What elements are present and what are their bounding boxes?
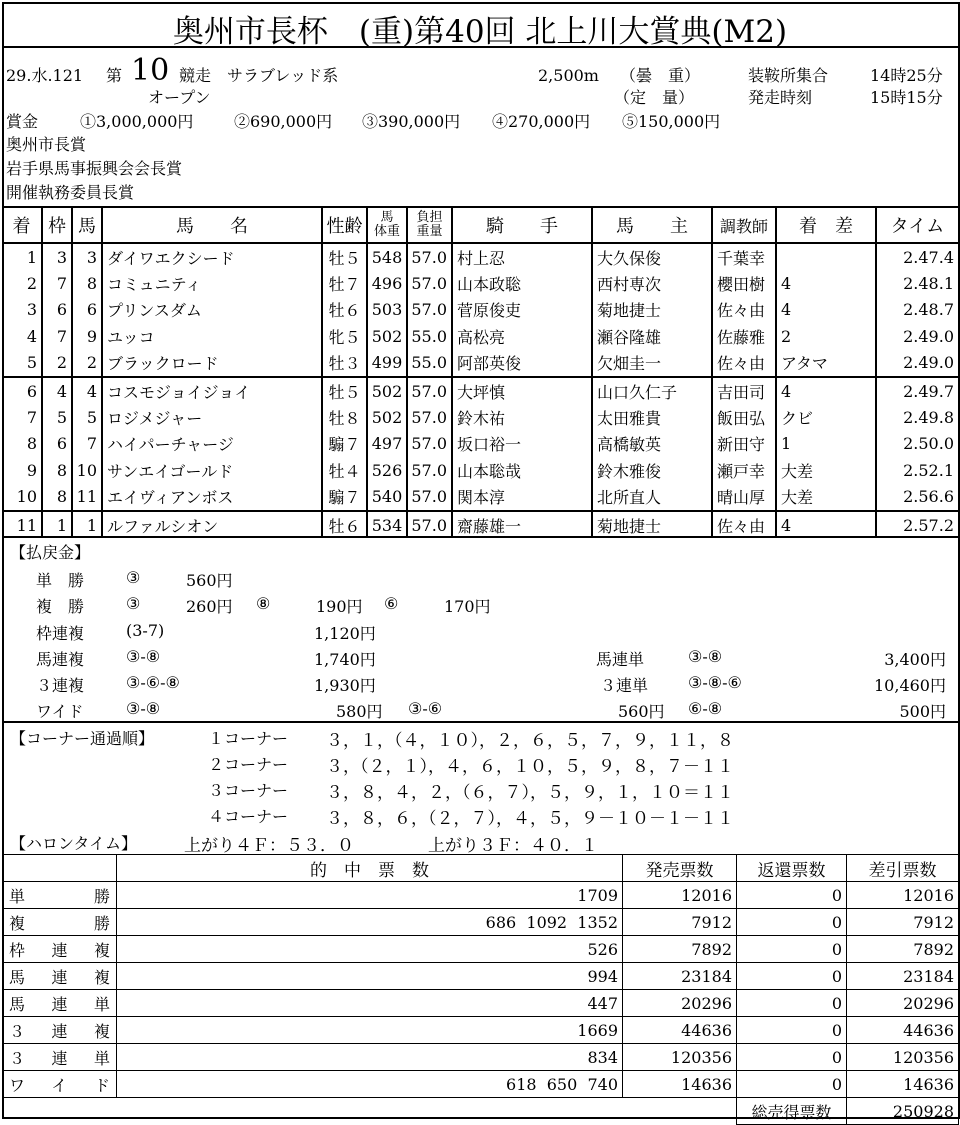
votes-hit: 526	[117, 936, 623, 963]
result-horse-name: プリンスダム	[102, 297, 322, 323]
votes-sold: 44636	[623, 1017, 737, 1044]
result-owner: 瀬谷隆雄	[592, 323, 712, 349]
sanrentan-payout: 10,460円	[874, 676, 946, 695]
divider	[2, 536, 958, 538]
total-spacer	[3, 1098, 737, 1125]
result-horse-name: サンエイゴールド	[102, 457, 322, 483]
votes-sold: 7912	[623, 909, 737, 936]
result-sex-age: 牡６	[322, 297, 367, 323]
tansho-payout: 560円	[186, 571, 233, 590]
sanrenpuku-combo: ③-⑥-⑧	[126, 673, 180, 692]
result-margin: 1	[776, 431, 876, 457]
result-horse-name: ハイパーチャージ	[102, 431, 322, 457]
result-burden: 57.0	[407, 431, 452, 457]
result-frame: 8	[42, 484, 72, 511]
result-body-weight: 502	[367, 404, 407, 430]
result-time: 2.49.8	[876, 404, 958, 430]
result-burden: 57.0	[407, 377, 452, 404]
result-margin: 4	[776, 270, 876, 296]
result-row	[2, 431, 958, 457]
result-horse-no: 5	[72, 404, 102, 430]
result-time: 2.49.7	[876, 377, 958, 404]
result-body-weight: 540	[367, 484, 407, 511]
post-time-label: 発走時刻	[748, 88, 813, 107]
sanrenpuku-payout: 1,930円	[314, 676, 376, 695]
result-time: 2.47.4	[876, 243, 958, 270]
result-time: 2.49.0	[876, 350, 958, 377]
result-jockey: 山本政聡	[452, 270, 592, 296]
result-rank: 10	[16, 487, 37, 507]
result-horse-no: 11	[72, 484, 102, 511]
result-rank: 4	[26, 326, 37, 346]
result-sex-age: 牡５	[322, 377, 367, 404]
votes-sold: 7892	[623, 936, 737, 963]
result-horse-name: ユッコ	[102, 323, 322, 349]
result-horse-no: 7	[72, 431, 102, 457]
award-1: 奥州市長賞	[6, 135, 87, 154]
votes-refund: 0	[737, 882, 847, 909]
result-frame: 5	[42, 404, 72, 430]
votes-sold: 14636	[623, 1071, 737, 1098]
result-burden: 55.0	[407, 323, 452, 349]
result-jockey: 大坪慎	[452, 377, 592, 404]
wakuren-label: 枠連複	[36, 624, 85, 643]
wide-label: ワイド	[36, 702, 84, 721]
votes-row	[3, 1071, 959, 1098]
votes-row	[3, 882, 959, 909]
result-rank: 1	[26, 247, 37, 267]
result-trainer: 櫻田樹	[712, 270, 776, 296]
result-frame: 6	[42, 431, 72, 457]
result-time: 2.48.1	[876, 270, 958, 296]
votes-sold: 12016	[623, 882, 737, 909]
result-margin: 4	[776, 297, 876, 323]
votes-bet-type: 枠連複	[3, 936, 117, 963]
votes-row	[3, 936, 959, 963]
result-jockey: 高松亮	[452, 323, 592, 349]
col-sold-votes: 発売票数	[623, 855, 737, 882]
votes-bet-type: 馬連複	[3, 963, 117, 990]
result-horse-name: ブラックロード	[102, 350, 322, 377]
umatan-payout: 3,400円	[884, 650, 946, 669]
wakuren-combo: (3-7)	[126, 621, 165, 640]
result-margin: 大差	[776, 484, 876, 511]
result-horse-no: 3	[72, 243, 102, 270]
votes-bet-type: 複勝	[3, 909, 117, 936]
votes-row	[3, 1017, 959, 1044]
result-body-weight: 502	[367, 323, 407, 349]
result-margin: 大差	[776, 457, 876, 483]
corner-4-order: ３，８，６，（２，７），４，５，９－１０－１－１１	[326, 809, 734, 829]
result-frame: 3	[42, 243, 72, 270]
result-rank: 3	[26, 300, 37, 320]
result-frame: 7	[42, 323, 72, 349]
assembly-label: 装鞍所集合	[748, 66, 829, 85]
votes-bet-type: ３連単	[3, 1044, 117, 1071]
col-jockey: 騎 手	[452, 207, 592, 243]
result-frame: 2	[42, 350, 72, 377]
votes-net: 12016	[847, 882, 959, 909]
race-number: 10	[131, 53, 170, 88]
result-owner: 山口久仁子	[592, 377, 712, 404]
result-sex-age: 牝５	[322, 323, 367, 349]
votes-bet-type: 単勝	[3, 882, 117, 909]
result-jockey: 菅原俊吏	[452, 297, 592, 323]
result-horse-name: ロジメジャー	[102, 404, 322, 430]
sanrentan-label: ３連単	[600, 676, 649, 695]
umatan-combo: ③-⑧	[688, 647, 723, 666]
result-rank: 9	[26, 460, 37, 480]
furlong-heading: 【ハロンタイム】	[10, 834, 138, 853]
votes-bet-type: ワイド	[3, 1071, 117, 1098]
sanrentan-combo: ③-⑧-⑥	[688, 673, 742, 692]
wide-combo-2: ③-⑥	[408, 699, 443, 718]
corner-3-order: ３，８，４，２，（６，７），５，９，１，１０＝１１	[326, 783, 734, 803]
result-horse-no: 8	[72, 270, 102, 296]
col-horse-no: 馬	[72, 207, 102, 243]
result-trainer: 新田守	[712, 431, 776, 457]
votes-row	[3, 1044, 959, 1071]
prize-3: ③390,000円	[362, 112, 461, 131]
result-row	[2, 457, 958, 483]
votes-hit: 686 1092 1352	[117, 909, 623, 936]
corner-1-order: ３，１，（４，１０），２，６，５，７，９，１１，８	[326, 731, 734, 751]
result-trainer: 佐々由	[712, 511, 776, 538]
race-suffix: 競走	[179, 66, 212, 85]
votes-net: 14636	[847, 1071, 959, 1098]
col-owner: 馬 主	[592, 207, 712, 243]
fukusho-payout-3: 170円	[444, 597, 491, 616]
result-time: 2.50.0	[876, 431, 958, 457]
result-rank: 6	[2, 377, 42, 404]
result-owner: 鈴木雅俊	[592, 457, 712, 483]
col-time: タイム	[876, 207, 958, 243]
weather-track: （曇 重）	[620, 66, 701, 85]
sanrenpuku-label: ３連複	[36, 676, 85, 695]
breed: サラブレッド系	[227, 66, 339, 85]
distance: 2,500m	[538, 66, 599, 85]
umaren-combo: ③-⑧	[126, 647, 161, 666]
votes-refund: 0	[737, 990, 847, 1017]
votes-refund: 0	[737, 909, 847, 936]
tansho-label: 単 勝	[36, 571, 85, 590]
votes-sold: 120356	[623, 1044, 737, 1071]
result-rank: 5	[26, 353, 37, 373]
result-horse-no: 10	[72, 457, 102, 483]
assembly-time: 14時25分	[870, 66, 943, 85]
total-value: 250928	[847, 1098, 959, 1125]
col-trainer: 調教師	[712, 207, 776, 243]
result-rank: 2	[26, 274, 37, 294]
payout-heading: 【払戻金】	[10, 543, 91, 562]
prize-4: ④270,000円	[492, 112, 591, 131]
result-row	[2, 350, 958, 377]
result-margin: クビ	[776, 404, 876, 430]
result-rank: 7	[26, 408, 37, 428]
tansho-combo: ③	[126, 568, 141, 587]
result-horse-no: 1	[72, 511, 102, 538]
result-owner: 西村専次	[592, 270, 712, 296]
votes-hit: 994	[117, 963, 623, 990]
corner-4-label: ４コーナー	[208, 807, 289, 826]
result-horse-name: コスモジョイジョイ	[102, 377, 322, 404]
result-burden: 57.0	[407, 270, 452, 296]
fukusho-combo-3: ⑥	[384, 594, 399, 613]
result-trainer: 瀬戸幸	[712, 457, 776, 483]
col-margin: 着 差	[776, 207, 876, 243]
votes-row	[3, 963, 959, 990]
result-body-weight: 503	[367, 297, 407, 323]
result-burden: 57.0	[407, 484, 452, 511]
furlong-last-3f: 上がり３Ｆ：４０．１	[428, 836, 598, 856]
result-row	[2, 484, 958, 511]
prize-2: ②690,000円	[234, 112, 333, 131]
votes-hit: 447	[117, 990, 623, 1017]
col-burden: 負担 重量	[407, 207, 452, 243]
result-horse-name: ルファルシオン	[102, 511, 322, 538]
result-owner: 高橋敏英	[592, 431, 712, 457]
fukusho-payout-1: 260円	[186, 597, 233, 616]
result-sex-age: 牡４	[322, 457, 367, 483]
result-jockey: 齋藤雄一	[452, 511, 592, 538]
votes-refund: 0	[737, 1044, 847, 1071]
result-frame: 7	[42, 270, 72, 296]
result-owner: 菊地捷士	[592, 511, 712, 538]
votes-corner-cell	[3, 855, 117, 882]
result-trainer: 飯田弘	[712, 404, 776, 430]
result-burden: 57.0	[407, 404, 452, 430]
result-burden: 55.0	[407, 350, 452, 377]
umaren-label: 馬連複	[36, 650, 85, 669]
votes-refund: 0	[737, 1071, 847, 1098]
race-prefix: 第	[106, 66, 123, 85]
votes-net: 120356	[847, 1044, 959, 1071]
wide-payout-1: 580円	[336, 702, 383, 721]
result-frame: 1	[42, 511, 72, 538]
divider	[2, 721, 958, 723]
wide-payout-3: 500円	[899, 702, 946, 721]
votes-hit: 618 650 740	[117, 1071, 623, 1098]
result-row	[2, 243, 958, 270]
result-margin	[776, 243, 876, 270]
votes-row	[3, 909, 959, 936]
result-jockey: 関本淳	[452, 484, 592, 511]
col-sex-age: 性齢	[322, 207, 367, 243]
result-sex-age: 牡５	[322, 243, 367, 270]
votes-net: 20296	[847, 990, 959, 1017]
total-label: 総売得票数	[737, 1098, 847, 1125]
result-body-weight: 548	[367, 243, 407, 270]
result-horse-no: 9	[72, 323, 102, 349]
fukusho-combo-2: ⑧	[256, 594, 271, 613]
result-jockey: 村上忍	[452, 243, 592, 270]
result-sex-age: 牡３	[322, 350, 367, 377]
prize-1: ①3,000,000円	[80, 112, 194, 131]
result-margin: 2	[776, 323, 876, 349]
post-time: 15時15分	[870, 88, 943, 107]
result-sex-age: 騸７	[322, 431, 367, 457]
result-owner: 大久保俊	[592, 243, 712, 270]
result-row	[2, 404, 958, 430]
result-horse-no: 4	[72, 377, 102, 404]
result-burden: 57.0	[407, 243, 452, 270]
votes-refund: 0	[737, 936, 847, 963]
col-hit-votes: 的 中 票 数	[117, 855, 623, 882]
col-refund-votes: 返還票数	[737, 855, 847, 882]
result-row	[2, 297, 958, 323]
col-net-votes: 差引票数	[847, 855, 959, 882]
wide-combo-3: ⑥-⑧	[688, 699, 723, 718]
corner-heading: 【コーナー通過順】	[10, 729, 155, 748]
result-burden: 57.0	[407, 457, 452, 483]
votes-sold: 20296	[623, 990, 737, 1017]
result-trainer: 佐々由	[712, 297, 776, 323]
award-2: 岩手県馬事振興会会長賞	[6, 159, 183, 178]
col-body-weight: 馬 体重	[367, 207, 407, 243]
result-jockey: 坂口裕一	[452, 431, 592, 457]
wakuren-payout: 1,120円	[314, 624, 376, 643]
divider	[2, 46, 958, 48]
votes-hit: 1709	[117, 882, 623, 909]
result-owner: 北所直人	[592, 484, 712, 511]
result-burden: 57.0	[407, 511, 452, 538]
corner-2-label: ２コーナー	[208, 755, 289, 774]
votes-net: 7912	[847, 909, 959, 936]
result-trainer: 晴山厚	[712, 484, 776, 511]
prize-5: ⑤150,000円	[622, 112, 721, 131]
result-time: 2.57.2	[876, 511, 958, 538]
result-trainer: 吉田司	[712, 377, 776, 404]
umatan-label: 馬連単	[596, 650, 645, 669]
result-trainer: 佐藤雅	[712, 323, 776, 349]
votes-bet-type: ３連複	[3, 1017, 117, 1044]
votes-table	[2, 854, 959, 1125]
result-jockey: 阿部英俊	[452, 350, 592, 377]
votes-net: 44636	[847, 1017, 959, 1044]
fukusho-combo-1: ③	[126, 594, 141, 613]
votes-net: 7892	[847, 936, 959, 963]
result-owner: 太田雅貴	[592, 404, 712, 430]
result-horse-name: エイヴィアンボス	[102, 484, 322, 511]
result-rank: 8	[26, 434, 37, 454]
result-time: 2.52.1	[876, 457, 958, 483]
furlong-last-4f: 上がり４Ｆ：５３．０	[184, 836, 354, 856]
votes-refund: 0	[737, 1017, 847, 1044]
result-time: 2.49.0	[876, 323, 958, 349]
votes-hit: 834	[117, 1044, 623, 1071]
result-row	[2, 323, 958, 349]
result-margin: アタマ	[776, 350, 876, 377]
result-body-weight: 502	[367, 377, 407, 404]
result-rank: 11	[2, 511, 42, 538]
fukusho-payout-2: 190円	[316, 597, 363, 616]
result-trainer: 佐々由	[712, 350, 776, 377]
result-frame: 6	[42, 297, 72, 323]
col-rank: 着	[2, 207, 42, 243]
weight-rule: （定 量）	[614, 88, 695, 107]
prize-label: 賞金	[6, 112, 39, 131]
result-body-weight: 496	[367, 270, 407, 296]
votes-refund: 0	[737, 963, 847, 990]
result-row	[2, 270, 958, 296]
result-body-weight: 526	[367, 457, 407, 483]
result-body-weight: 497	[367, 431, 407, 457]
corner-3-label: ３コーナー	[208, 781, 289, 800]
results-table	[2, 206, 958, 538]
corner-1-label: １コーナー	[208, 729, 289, 748]
result-time: 2.56.6	[876, 484, 958, 511]
result-row	[2, 511, 958, 538]
result-body-weight: 499	[367, 350, 407, 377]
race-class: オープン	[148, 88, 211, 107]
result-jockey: 山本聡哉	[452, 457, 592, 483]
fukusho-label: 複 勝	[36, 597, 85, 616]
result-sex-age: 牡６	[322, 511, 367, 538]
col-horse-name: 馬 名	[102, 207, 322, 243]
wide-payout-2: 560円	[618, 702, 665, 721]
result-burden: 57.0	[407, 297, 452, 323]
votes-row	[3, 990, 959, 1017]
result-sex-age: 牡８	[322, 404, 367, 430]
votes-bet-type: 馬連単	[3, 990, 117, 1017]
umaren-payout: 1,740円	[314, 650, 376, 669]
result-owner: 欠畑圭一	[592, 350, 712, 377]
result-horse-no: 2	[72, 350, 102, 377]
race-date: 29.水.121	[6, 66, 84, 85]
result-jockey: 鈴木祐	[452, 404, 592, 430]
votes-hit: 1669	[117, 1017, 623, 1044]
result-row	[2, 377, 958, 404]
wide-combo-1: ③-⑧	[126, 699, 161, 718]
result-time: 2.48.7	[876, 297, 958, 323]
award-3: 開催執務委員長賞	[6, 183, 135, 202]
race-title: 奥州市長杯 (重)第40回 北上川大賞典(M2)	[172, 14, 788, 50]
result-horse-name: コミュニティ	[102, 270, 322, 296]
result-margin: 4	[776, 511, 876, 538]
votes-net: 23184	[847, 963, 959, 990]
result-horse-no: 6	[72, 297, 102, 323]
result-sex-age: 牡７	[322, 270, 367, 296]
corner-2-order: ３，（２，１），４，６，１０，５，９，８，７－１１	[326, 757, 734, 777]
result-frame: 4	[42, 377, 72, 404]
result-frame: 8	[42, 457, 72, 483]
result-horse-name: ダイワエクシード	[102, 243, 322, 270]
result-trainer: 千葉幸	[712, 243, 776, 270]
result-sex-age: 騸７	[322, 484, 367, 511]
result-body-weight: 534	[367, 511, 407, 538]
votes-sold: 23184	[623, 963, 737, 990]
col-frame: 枠	[42, 207, 72, 243]
result-owner: 菊地捷士	[592, 297, 712, 323]
result-margin: 4	[776, 377, 876, 404]
